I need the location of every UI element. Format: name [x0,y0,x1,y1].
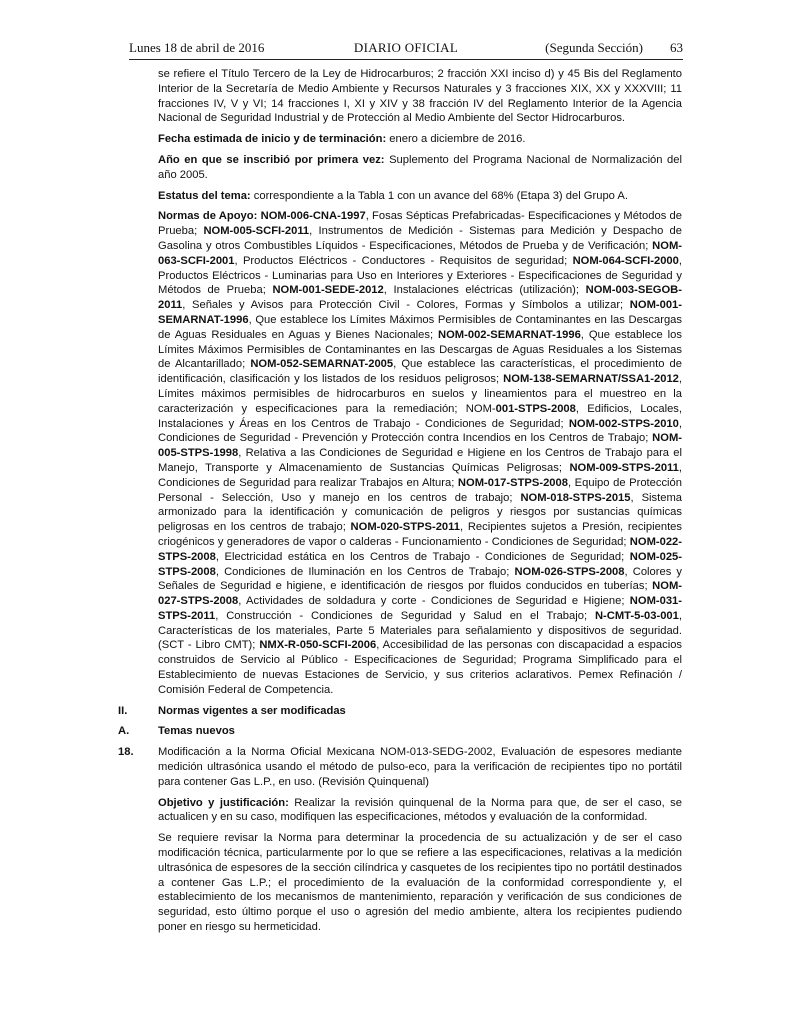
norma-code: N-CMT-5-03-001 [594,609,679,622]
section-ii-heading [118,704,682,719]
norma-description: , Características de los materiales, Parte 5 Materiales para señalamiento y dispositivos de seguridad. (SCT - Libro CMT); [158,609,682,652]
norma-code: NOM-026-STPS-2008 [514,565,625,578]
norma-code: NOM-027-STPS-2008 [158,580,682,608]
objetivo-paragraph [158,796,682,826]
header-section: (Segunda Sección) [545,40,643,55]
section-a-title: Temas nuevos [158,725,235,738]
norma-code: NOM-017-STPS-2008 [457,476,568,489]
norma-description: , Que establece los Límites Máximos Permisibles de Contaminantes en las Descargas de Aguas Residuales en Aguas y Bienes Nacionales; [158,313,682,341]
norma-description: , Recipientes sujetos a Presión, recipientes criogénicos y generadores de vapor o calderas - Funcionamiento - Condiciones de Seguridad; [158,521,682,548]
norma-code: NOM-022-STPS-2008 [158,535,682,563]
norma-description: , Productos Eléctricos - Luminarias para Uso en Interiores y Exteriores - Especificaciones de Seguridad y Métodos de Prueba; [158,254,682,297]
header-rule [129,59,683,60]
norma-code: NOM-063-SCFI-2001 [158,239,682,267]
estatus-label: Estatus del tema: [158,189,251,202]
objetivo-value: Realizar la revisión quinquenal de la Norma para que, de ser el caso, se actualicen y en su caso, modifiquen las especificaciones, métodos y evaluación de la conformidad. [158,796,682,824]
norma-code: NOM-002-SEMARNAT-1996 [438,328,581,341]
header-page-number: 63 [670,40,683,55]
norma-description: , Condiciones de Seguridad - Prevención y Protección contra Incendios en los Centros de Trabajo; [158,417,682,445]
item-18-number: 18. [118,746,134,759]
requiere-paragraph: Se requiere revisar la Norma para determinar la procedencia de su actualización y de ser el caso modificación técnica, particularmente por lo que se refiere a las especificaciones, relativas a la medición ultrasónica de espesores de la sección cilíndrica y casquetes de los recipientes tipo no portátil destinados a contener Gas L.P.; el procedimiento de la evaluación de la conformidad correspondiente y, el establecimiento de los mecanismos de mantenimiento, reparación y verificación de sus condiciones de seguridad, esto último porque el uso o agresión del medio ambiente, altera los recipientes pudiendo poner en riesgo su hermeticidad. [158,832,682,934]
norma-description: , Colores y Señales de Seguridad e higiene, e identificación de riesgos por fluidos conducidos en tuberías; [158,565,683,593]
norma-code: NOM-020-STPS-2011 [350,521,460,534]
estatus-paragraph [158,189,682,204]
anio-value: Suplemento del Programa Nacional de Normalización del año 2005. [158,153,682,181]
norma-description: , Actividades de soldadura y corte - Condiciones de Seguridad e Higiene; [238,595,630,608]
norma-description: , Equipo de Protección Personal - Selección, Uso y manejo en los centros de trabajo; [158,476,682,504]
norma-description: , Construcción - Condiciones de Seguridad y Salud en el Trabajo; [215,609,595,622]
norma-description: , Límites máximos permisibles de hidrocarburos en suelos y lineamientos para el muestreo en la caracterización y especificaciones para la remediación; NOM- [158,373,682,415]
intro-paragraph: se refiere el Título Tercero de la Ley de Hidrocarburos; 2 fracción XXI inciso d) y 45 Bis del Reglamento Interior de la Secretaría de Medio Ambiente y Recursos Naturales y 3 fracciones XIX, XX y XXXVIII; 11 fracciones IV, V y VI; 14 fracciones I, XI y XIV y 38 fracción IV del Reglamento Interior de la Agencia Nacional de Seguridad Industrial y de Protección al Medio Ambiente del Sector Hidrocarburos. [158,68,682,125]
norma-code: NOM-064-SCFI-2000 [572,254,679,267]
norma-code: Normas de Apoyo: [158,210,258,223]
norma-code: NOM-025-STPS-2008 [158,550,682,578]
norma-description: , Que establece las características, el procedimiento de identificación, clasificación y los listados de los residuos peligrosos; [158,358,682,386]
norma-code: NOM-031-STPS-2011 [158,595,682,622]
norma-description: , Condiciones de Seguridad para realizar Trabajos en Altura; [158,461,682,489]
norma-description: , Instalaciones eléctricas (utilización); [383,284,586,297]
norma-description: , Edificios, Locales, Instalaciones y Áreas en los Centros de Trabajo - Condiciones de Seguridad; [158,402,682,430]
item-18-text: Modificación a la Norma Oficial Mexicana NOM-013-SEDG-2002, Evaluación de espesores mediante medición ultrasónica usando el método de pulso-eco, para la verificación de recipientes tipo no portátil para contener Gas L.P., en uso. (Revisión Quinquenal) [158,746,682,788]
section-ii-number: II. [118,704,128,717]
section-a-number: A. [118,725,130,738]
document-body [118,67,683,941]
fecha-label: Fecha estimada de inicio y de terminación: [158,133,387,146]
norma-code: NMX-R-050-SCFI-2006 [259,639,377,652]
norma-description: , Sistema armonizado para la identificación y comunicación de peligros y riesgos por sustancias químicas peligrosas en los centros de trabajo; [158,491,682,534]
objetivo-label: Objetivo y justificación: [158,796,289,809]
norma-code: NOM-003-SEGOB-2011 [158,284,682,312]
section-ii-title: Normas vigentes a ser modificadas [158,704,346,717]
anio-paragraph [158,153,682,183]
section-a-heading [118,724,682,739]
norma-code: NOM-138-SEMARNAT/SSA1-2012 [503,373,679,386]
fecha-paragraph [158,132,682,147]
norma-code: NOM-005-STPS-1998 [158,432,682,460]
norma-description: , Relativa a las Condiciones de Seguridad e Higiene en los Centros de Trabajo para el Manejo, Transporte y Almacenamiento de Sustancias Químicas Peligrosas; [158,447,682,474]
norma-description: , Accesibilidad de las personas con discapacidad a espacios construidos de Servicio al Público - Especificaciones de Seguridad; Programa Simplificado para el Establecimiento de nuevas Estaciones de Servicio, y sus criterios aclarativos. Pemex Refinación / Comisión Federal de Competencia. [158,639,683,696]
norma-description: , Electricidad estática en los Centros de Trabajo - Condiciones de Seguridad; [215,550,630,563]
normas-apoyo-paragraph [158,209,682,697]
item-18 [118,745,682,789]
page-header [129,40,683,60]
estatus-value: correspondiente a la Tabla 1 con un avance del 68% (Etapa 3) del Grupo A. [250,189,628,202]
norma-description: , Señales y Avisos para Protección Civil - Colores, Formas y Símbolos a utilizar; [182,299,630,312]
header-publication: DIARIO OFICIAL [353,40,459,55]
norma-description: , Productos Eléctricos - Conductores - Requisitos de seguridad; [234,254,573,267]
norma-code: NOM-001-SEDE-2012 [272,284,384,297]
norma-code: NOM-009-STPS-2011 [569,461,679,474]
header-date: Lunes 18 de abril de 2016 [129,40,265,55]
norma-description: , Que establece los Límites Máximos Permisibles de Contaminantes en las Descargas de Aguas Residuales a los Sistemas de Alcantarillado; [158,328,682,371]
norma-code: NOM-006-CNA-1997 [260,210,366,223]
norma-description: , Condiciones de Iluminación en los Centros de Trabajo; [215,565,515,578]
norma-code: NOM-002-STPS-2010 [568,417,679,430]
norma-code: 001-STPS-2008 [495,402,576,415]
norma-code: NOM-018-STPS-2015 [520,491,631,504]
fecha-value: enero a diciembre de 2016. [386,133,526,146]
norma-code: NOM-052-SEMARNAT-2005 [250,358,394,371]
norma-code: NOM-001-SEMARNAT-1996 [158,299,682,326]
norma-description: , Instrumentos de Medición - Sistemas para Medición y Despacho de Gasolina y otros Combustibles Líquidos - Especificaciones, Métodos de Prueba y de Verificación; [158,225,683,252]
norma-description: , Fosas Sépticas Prefabricadas- Especificaciones y Métodos de Prueba; [158,210,682,238]
anio-label: Año en que se inscribió por primera vez: [158,153,385,166]
norma-code: NOM-005-SCFI-2011 [203,225,310,238]
